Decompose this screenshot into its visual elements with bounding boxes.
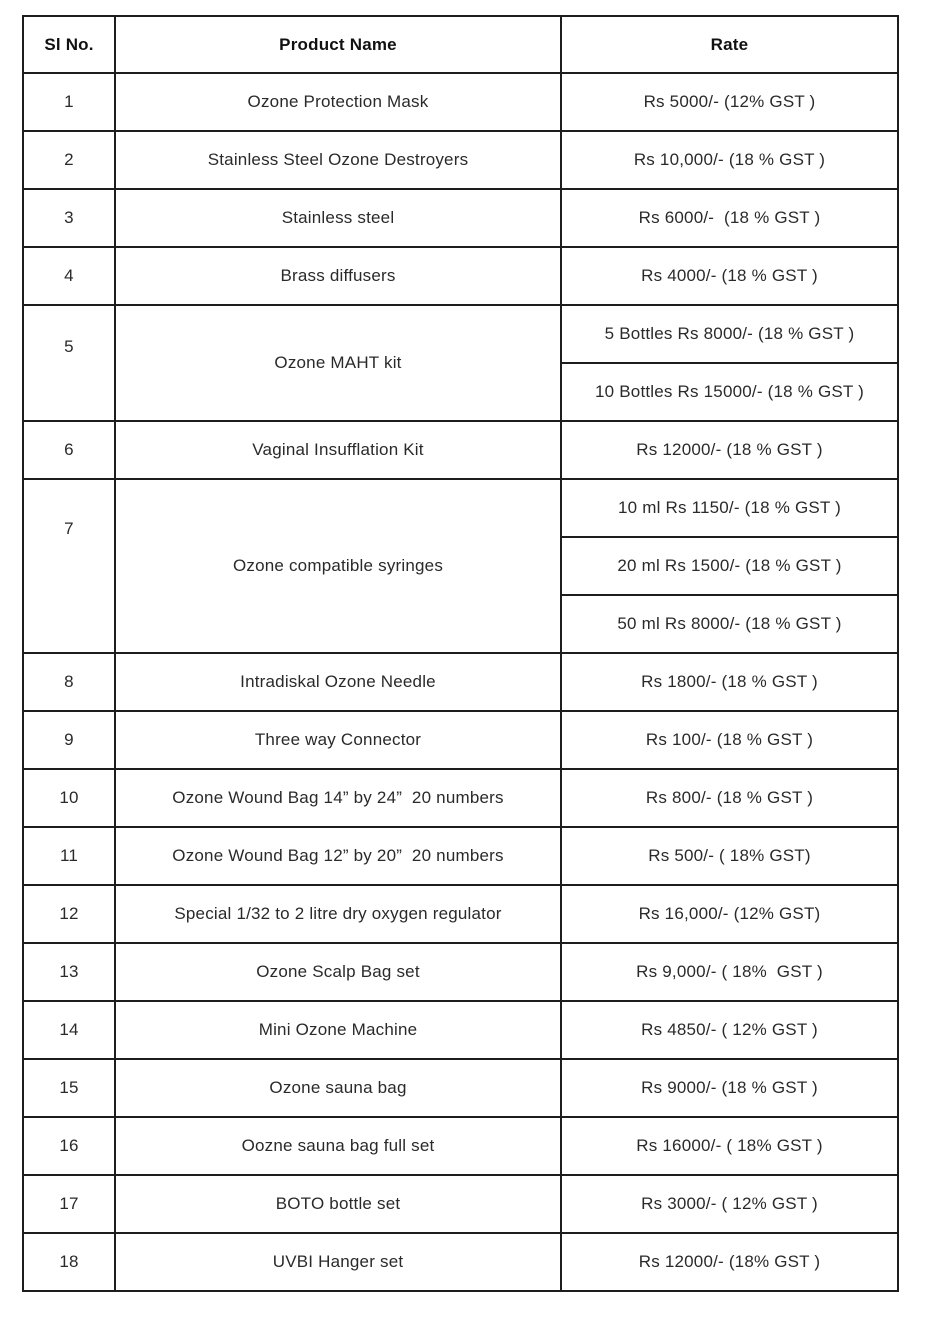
product-name-cell: Ozone sauna bag [115,1059,561,1117]
product-name-cell: Oozne sauna bag full set [115,1117,561,1175]
header-row [23,16,898,73]
table-row [23,421,898,479]
product-name-cell: Ozone Wound Bag 14” by 24” 20 numbers [115,769,561,827]
header-product-name: Product Name [115,16,561,73]
product-name-cell: Ozone Scalp Bag set [115,943,561,1001]
table-header [23,16,898,73]
sl-no-cell: 2 [23,131,115,189]
rate-cell: Rs 16000/- ( 18% GST ) [561,1117,898,1175]
rate-cell: Rs 9,000/- ( 18% GST ) [561,943,898,1001]
table-row [23,1233,898,1291]
price-table [22,15,899,1292]
table-row [23,131,898,189]
sl-no-cell: 14 [23,1001,115,1059]
table-row [23,827,898,885]
product-name-cell: Mini Ozone Machine [115,1001,561,1059]
sl-no-cell: 18 [23,1233,115,1291]
table-row [23,885,898,943]
rate-cell: Rs 4850/- ( 12% GST ) [561,1001,898,1059]
rate-cell: Rs 3000/- ( 12% GST ) [561,1175,898,1233]
sl-no-cell: 3 [23,189,115,247]
rate-cell: 5 Bottles Rs 8000/- (18 % GST ) [561,305,898,363]
table-row [23,711,898,769]
table-body [23,73,898,1291]
table-row [23,769,898,827]
table-row [23,1117,898,1175]
rate-cell: 10 Bottles Rs 15000/- (18 % GST ) [561,363,898,421]
sl-no-cell: 12 [23,885,115,943]
sl-no-cell: 16 [23,1117,115,1175]
sl-no-cell: 13 [23,943,115,1001]
table-row [23,1175,898,1233]
product-name-cell: UVBI Hanger set [115,1233,561,1291]
sl-no-cell: 1 [23,73,115,131]
table-row [23,247,898,305]
rate-cell: 10 ml Rs 1150/- (18 % GST ) [561,479,898,537]
rate-cell: Rs 6000/- (18 % GST ) [561,189,898,247]
product-name-cell: Special 1/32 to 2 litre dry oxygen regulator [115,885,561,943]
sl-no-cell: 17 [23,1175,115,1233]
rate-cell: Rs 5000/- (12% GST ) [561,73,898,131]
product-name-cell: Ozone Wound Bag 12” by 20” 20 numbers [115,827,561,885]
rate-cell: Rs 4000/- (18 % GST ) [561,247,898,305]
product-name-cell: Intradiskal Ozone Needle [115,653,561,711]
rate-cell: Rs 500/- ( 18% GST) [561,827,898,885]
product-name-cell: Stainless Steel Ozone Destroyers [115,131,561,189]
rate-cell: Rs 9000/- (18 % GST ) [561,1059,898,1117]
rate-cell: Rs 100/- (18 % GST ) [561,711,898,769]
rate-cell: Rs 10,000/- (18 % GST ) [561,131,898,189]
rate-cell: Rs 800/- (18 % GST ) [561,769,898,827]
product-name-cell: Ozone compatible syringes [115,479,561,653]
rate-cell: Rs 12000/- (18 % GST ) [561,421,898,479]
sl-no-cell: 6 [23,421,115,479]
sl-no-cell: 11 [23,827,115,885]
sl-no-cell: 9 [23,711,115,769]
product-name-cell: Stainless steel [115,189,561,247]
table-row [23,73,898,131]
table-row [23,943,898,1001]
rate-cell: 50 ml Rs 8000/- (18 % GST ) [561,595,898,653]
sl-no-cell: 8 [23,653,115,711]
rate-cell: Rs 16,000/- (12% GST) [561,885,898,943]
product-name-cell: Ozone MAHT kit [115,305,561,421]
table-row [23,189,898,247]
rate-cell: 20 ml Rs 1500/- (18 % GST ) [561,537,898,595]
table-row [23,1059,898,1117]
product-name-cell: Brass diffusers [115,247,561,305]
sl-no-cell: 10 [23,769,115,827]
sl-no-cell: 15 [23,1059,115,1117]
table-row [23,479,898,537]
sl-no-cell: 7 [23,479,115,653]
sl-no-cell: 4 [23,247,115,305]
product-name-cell: Vaginal Insufflation Kit [115,421,561,479]
product-name-cell: Ozone Protection Mask [115,73,561,131]
rate-cell: Rs 12000/- (18% GST ) [561,1233,898,1291]
product-name-cell: BOTO bottle set [115,1175,561,1233]
table-row [23,305,898,363]
table-row [23,1001,898,1059]
header-rate: Rate [561,16,898,73]
product-name-cell: Three way Connector [115,711,561,769]
sl-no-cell: 5 [23,305,115,421]
rate-cell: Rs 1800/- (18 % GST ) [561,653,898,711]
header-sl-no: Sl No. [23,16,115,73]
table-row [23,653,898,711]
